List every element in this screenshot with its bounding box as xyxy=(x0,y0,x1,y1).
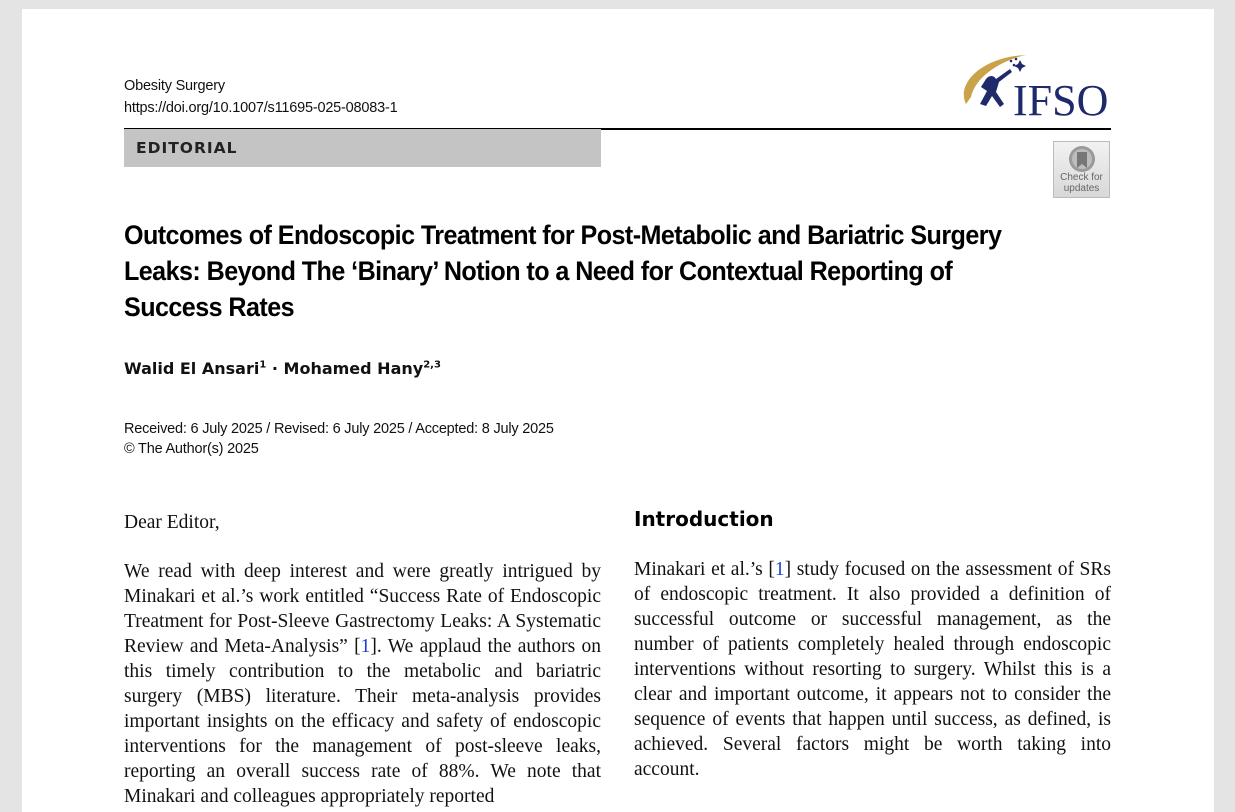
ifso-logo-icon xyxy=(956,49,1116,121)
paper-page xyxy=(22,9,1214,812)
right-column xyxy=(634,505,1111,782)
check-updates-label xyxy=(1054,172,1109,194)
history-dates: Received: 6 July 2025 / Revised: 6 July 2025 / Accepted: 8 July 2025 xyxy=(124,421,554,437)
journal-name: Obesity Surgery xyxy=(124,78,225,94)
check-updates-line-1: Check for xyxy=(1060,172,1103,183)
svg-text:IFSO: IFSO xyxy=(1013,76,1109,121)
check-updates-line-2: updates xyxy=(1063,183,1100,194)
check-for-updates-button[interactable] xyxy=(1053,141,1110,198)
paragraph-text: ]. We applaud the authors on this timely contribution to the metabolic and bariatric surgery (MBS) literature. Their meta-analysis provides important insights on the efficacy and safety of endoscopic interventions for the management of post-sleeve leaks, reporting an overall success rate of 88%. We note that Minakari and colleagues appropriately reported xyxy=(124,636,601,807)
paragraph-text: We read with deep interest and were greatly intrigued by Minakari et al.’s work entitled “Success Rate of Endoscopic Treatment for Post-Sleeve Gastrectomy Leaks: A Systematic Review and Meta-Analysis” [ xyxy=(124,561,601,657)
author-affiliation: 1 xyxy=(259,359,267,371)
citation-link[interactable]: 1 xyxy=(774,559,785,580)
section-label: EDITORIAL xyxy=(136,139,238,157)
author-separator: · xyxy=(271,359,278,378)
article-title: Outcomes of Endoscopic Treatment for Post-Metabolic and Bariatric Surgery Leaks: Beyond The ‘Binary’ Notion to a Need for Contextual Reporting of Success Rates xyxy=(124,220,1002,322)
citation-link[interactable]: 1 xyxy=(360,636,371,657)
doi-link[interactable]: https://doi.org/10.1007/s11695-025-08083-1 xyxy=(124,100,398,116)
left-column xyxy=(124,510,601,809)
bookmark-icon xyxy=(1065,144,1099,174)
article-dates xyxy=(124,419,554,459)
author-name[interactable]: Walid El Ansari xyxy=(124,359,260,378)
section-heading-introduction: Introduction xyxy=(634,507,774,531)
paragraph-text: ] study focused on the assessment of SRs of endoscopic treatment. It also provided a definition of successful outcome or successful management, as the number of patients completely healed through endoscopic interventions without resorting to surgery. Whilst this is a clear and important outcome, it appears not to consider the sequence of events that happen until success, as defined, is achieved. Several factors might be worth taking into account. xyxy=(634,559,1111,780)
journal-info xyxy=(124,75,398,119)
ifso-logo xyxy=(956,49,1116,121)
author-list xyxy=(124,359,441,378)
paragraph xyxy=(124,559,601,809)
author-affiliation: 2,3 xyxy=(423,359,441,371)
author-name[interactable]: Mohamed Hany xyxy=(283,359,424,378)
greeting: Dear Editor, xyxy=(124,512,220,533)
copyright: © The Author(s) 2025 xyxy=(124,441,259,457)
paragraph xyxy=(634,557,1111,782)
paragraph-text: Minakari et al.’s [ xyxy=(634,559,775,580)
section-label-bar xyxy=(124,129,601,167)
